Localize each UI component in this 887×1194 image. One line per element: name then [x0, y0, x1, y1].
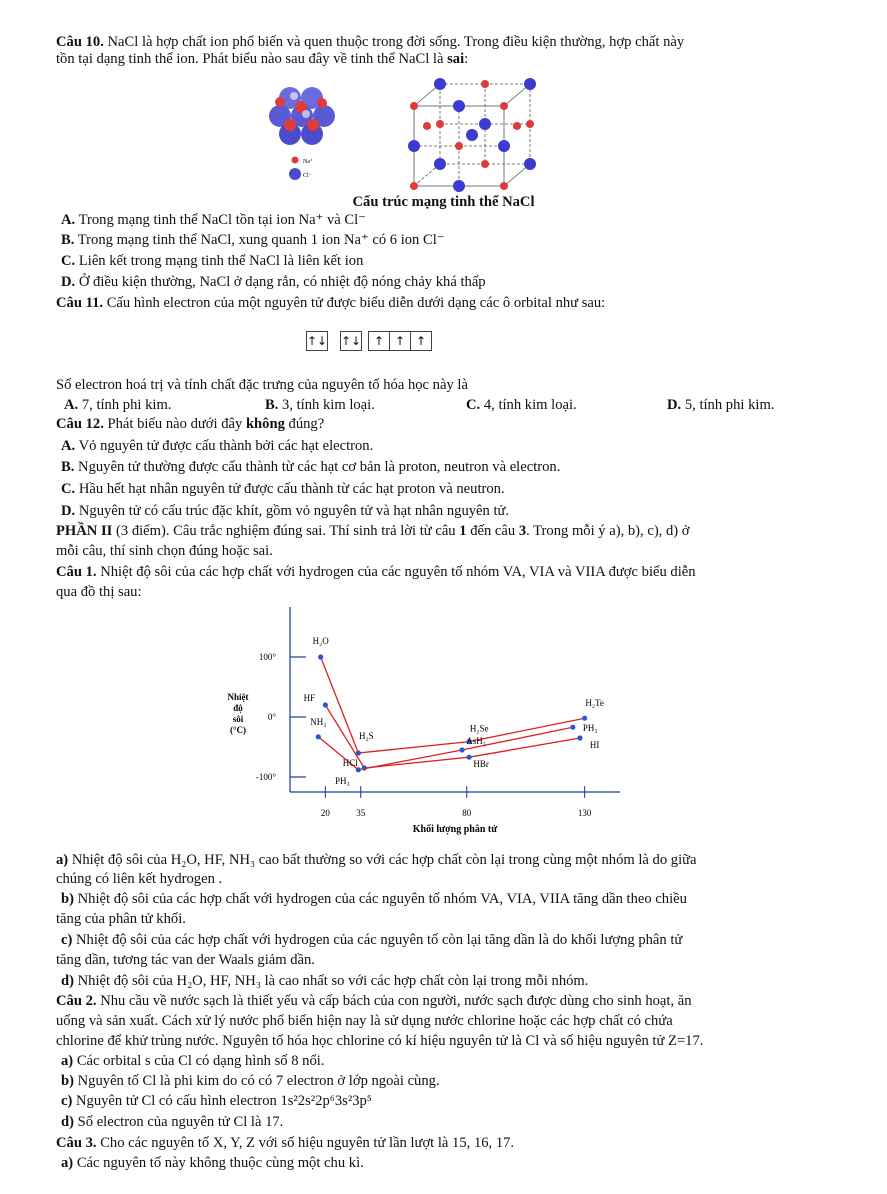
x-tick-label: 80	[462, 808, 472, 818]
orbital-box: ↑	[368, 331, 390, 351]
point-label: HF	[303, 693, 316, 703]
nacl-lattice-figure	[250, 76, 570, 196]
orbital-box: ↑↓	[340, 331, 362, 351]
data-point	[323, 702, 328, 707]
boiling-point-chart	[220, 602, 660, 842]
q11-question: Số electron hoá trị và tính chất đặc trưng của nguyên tố hóa học này là	[56, 377, 468, 393]
p2q1-statement-d: d) Nhiệt độ sôi của H₂O, HF, NH₃ là cao nhất so với các hợp chất còn lại trong mỗi nhóm.	[61, 973, 589, 989]
part2-line2: mỗi câu, thí sinh chọn đúng hoặc sai.	[56, 543, 273, 559]
data-point	[577, 735, 582, 740]
data-point	[316, 734, 321, 739]
p2q1-statement-b-1: b) Nhiệt độ sôi của các hợp chất với hydrogen của các nguyên tố nhóm VA, VIA, VIIA tăng dần theo chiều	[61, 891, 687, 907]
part2-line1: PHẦN II (3 điểm). Câu trắc nghiệm đúng sai. Thí sinh trả lời từ câu 1 đến câu 3. Trong mỗi ý a), b), c), d) ở	[56, 523, 690, 539]
q10-option-d: D. Ở điều kiện thường, NaCl ở dạng rắn, có nhiệt độ nóng chảy khá thấp	[61, 274, 486, 290]
q10-option-a: A. Trong mạng tinh thể NaCl tồn tại ion Na⁺ và Cl⁻	[61, 212, 366, 228]
p2q1-label: Câu 1.	[56, 564, 97, 580]
p2q2-statement-c: c) Nguyên tử Cl có cấu hình electron 1s²2s²2p⁶3s²3p⁵	[61, 1093, 372, 1109]
q11-option-b: B. 3, tính kim loại.	[265, 397, 375, 413]
p2q3-statement-a: a) Các nguyên tố này không thuộc cùng một chu kì.	[61, 1155, 364, 1171]
p2q2-line3: chlorine để khử trùng nước. Nguyên tố hóa học chlorine có kí hiệu nguyên tử là Cl và số hiệu nguyên tử Z=17.	[56, 1033, 704, 1049]
point-label: HCl	[342, 758, 358, 768]
p2q3-label: Câu 3.	[56, 1135, 97, 1151]
y-tick-label: 0°	[267, 712, 276, 722]
legend-na: Na⁺	[303, 159, 314, 165]
q12-option-c: C. Hầu hết hạt nhân nguyên tử được cấu thành từ các hạt proton và neutron.	[61, 481, 505, 497]
chart-series	[316, 654, 588, 772]
data-point	[467, 755, 472, 760]
y-label-line: Nhiệt	[227, 692, 249, 702]
p2q2-statement-a: a) Các orbital s của Cl có dạng hình số 8 nổi.	[61, 1053, 325, 1069]
point-label: AsH₃	[466, 736, 486, 746]
point-label: H₂O	[312, 636, 329, 646]
data-point	[582, 716, 587, 721]
y-tick-label: -100°	[255, 772, 276, 782]
nacl-packing-model	[269, 87, 335, 145]
point-label: H₂S	[359, 731, 374, 741]
q11-option-a: A. 7, tính phi kim.	[64, 397, 172, 413]
x-tick-label: 20	[320, 808, 330, 818]
y-label-line: (°C)	[229, 725, 247, 735]
p2q1-statement-a-2: chúng có liên kết hydrogen .	[56, 871, 223, 887]
p2q1-line2: qua đồ thị sau:	[56, 584, 142, 600]
q11-label: Câu 11.	[56, 295, 104, 311]
p2q2-statement-d: d) Số electron của nguyên tử Cl là 17.	[61, 1114, 284, 1130]
part2-label: PHẦN II	[56, 523, 113, 539]
orbital-box: ↑	[411, 331, 432, 351]
data-point	[318, 654, 323, 659]
nacl-legend	[289, 157, 313, 181]
x-tick-label: 35	[356, 808, 366, 818]
q11-options	[64, 397, 844, 414]
legend-cl: Cl⁻	[303, 173, 312, 179]
point-label: HBr	[473, 759, 489, 770]
p2q1-statement-c-1: c) Nhiệt độ sôi của các hợp chất với hydrogen của các nguyên tố còn lại tăng dần là do khối lượng phân tử	[61, 932, 683, 948]
point-label: HI	[589, 740, 600, 750]
orbital-diagram	[306, 331, 432, 351]
x-axis-label: Khối lượng phân tử	[412, 824, 498, 835]
data-point	[570, 725, 575, 730]
q10-line1: Câu 10. NaCl là hợp chất ion phổ biến và quen thuộc trong đời sống. Trong điều kiện thường, hợp chất này	[56, 34, 685, 50]
q12-line: Câu 12. Phát biểu nào dưới đây không đúng?	[56, 416, 325, 432]
p2q1-statement-c-2: tăng dần, tương tác van der Waals giảm dần.	[56, 952, 315, 968]
q10-option-c: C. Liên kết trong mạng tinh thể NaCl là liên kết ion	[61, 253, 364, 269]
p2q2-label: Câu 2.	[56, 993, 97, 1009]
point-label: PH₃	[335, 775, 350, 786]
p2q1-statement-a-1: a) Nhiệt độ sôi của H₂O, HF, NH₃ cao bất thường so với các hợp chất còn lại trong cùng một nhóm là do giữa	[56, 852, 697, 868]
nacl-caption: Cấu trúc mạng tinh thể NaCl	[352, 194, 535, 210]
x-ticks	[321, 786, 592, 818]
point-label: PH₃	[582, 723, 598, 734]
p2q1-line1: Câu 1. Nhiệt độ sôi của các hợp chất với hydrogen của các nguyên tố nhóm VA, VIA và VIIA được biểu diễn	[56, 564, 696, 580]
q11-option-d: D. 5, tính phi kim.	[667, 397, 775, 413]
point-label: NH₃	[310, 716, 327, 727]
y-tick-label: 100°	[258, 652, 276, 662]
q11-option-c: C. 4, tính kim loại.	[466, 397, 577, 413]
point-label: H₂Te	[585, 698, 604, 709]
x-tick-label: 130	[577, 808, 592, 818]
p2q1-statement-b-2: tăng của phân tử khối.	[56, 911, 186, 927]
q10-option-b: B. Trong mạng tinh thể NaCl, xung quanh 1 ion Na⁺ có 6 ion Cl⁻	[61, 232, 445, 248]
q12-label: Câu 12.	[56, 416, 104, 432]
q10-line2: tồn tại dạng tinh thể ion. Phát biểu nào sau đây về tinh thể NaCl là sai:	[56, 51, 469, 67]
orbital-box: ↑↓	[306, 331, 328, 351]
q11-line: Câu 11. Cấu hình electron của một nguyên tử được biểu diễn dưới dạng các ô orbital như sau:	[56, 295, 606, 311]
q12-option-a: A. Vỏ nguyên tử được cấu thành bởi các hạt electron.	[61, 438, 374, 454]
q12-option-b: B. Nguyên tử thường được cấu thành từ các hạt cơ bản là proton, neutron và electron.	[61, 459, 561, 475]
y-label-line: độ	[233, 703, 243, 713]
p2q3-line1: Câu 3. Cho các nguyên tố X, Y, Z với số hiệu nguyên tử lần lượt là 15, 16, 17.	[56, 1135, 515, 1151]
data-point	[459, 747, 464, 752]
y-label-line: sôi	[232, 714, 244, 724]
p2q2-line2: uống và sản xuất. Cách xử lý nước phổ biến hiện nay là sử dụng nước chlorine hoặc các hợp chất có chứa	[56, 1013, 673, 1029]
y-ticks	[256, 652, 306, 782]
point-label: H₂Se	[469, 723, 489, 734]
q10-label: Câu 10.	[56, 34, 104, 50]
y-axis-label	[228, 692, 249, 735]
q12-option-d: D. Nguyên tử có cấu trúc đặc khít, gồm vỏ nguyên tử và hạt nhân nguyên tử.	[61, 503, 510, 519]
p2q2-statement-b: b) Nguyên tố Cl là phi kim do có có 7 electron ở lớp ngoài cùng.	[61, 1073, 440, 1089]
orbital-box: ↑	[390, 331, 411, 351]
p2q2-line1: Câu 2. Nhu cầu về nước sạch là thiết yếu và cấp bách của con người, nước sạch được dùng cho sinh hoạt, ăn	[56, 993, 692, 1009]
chart-point-labels	[304, 636, 604, 786]
